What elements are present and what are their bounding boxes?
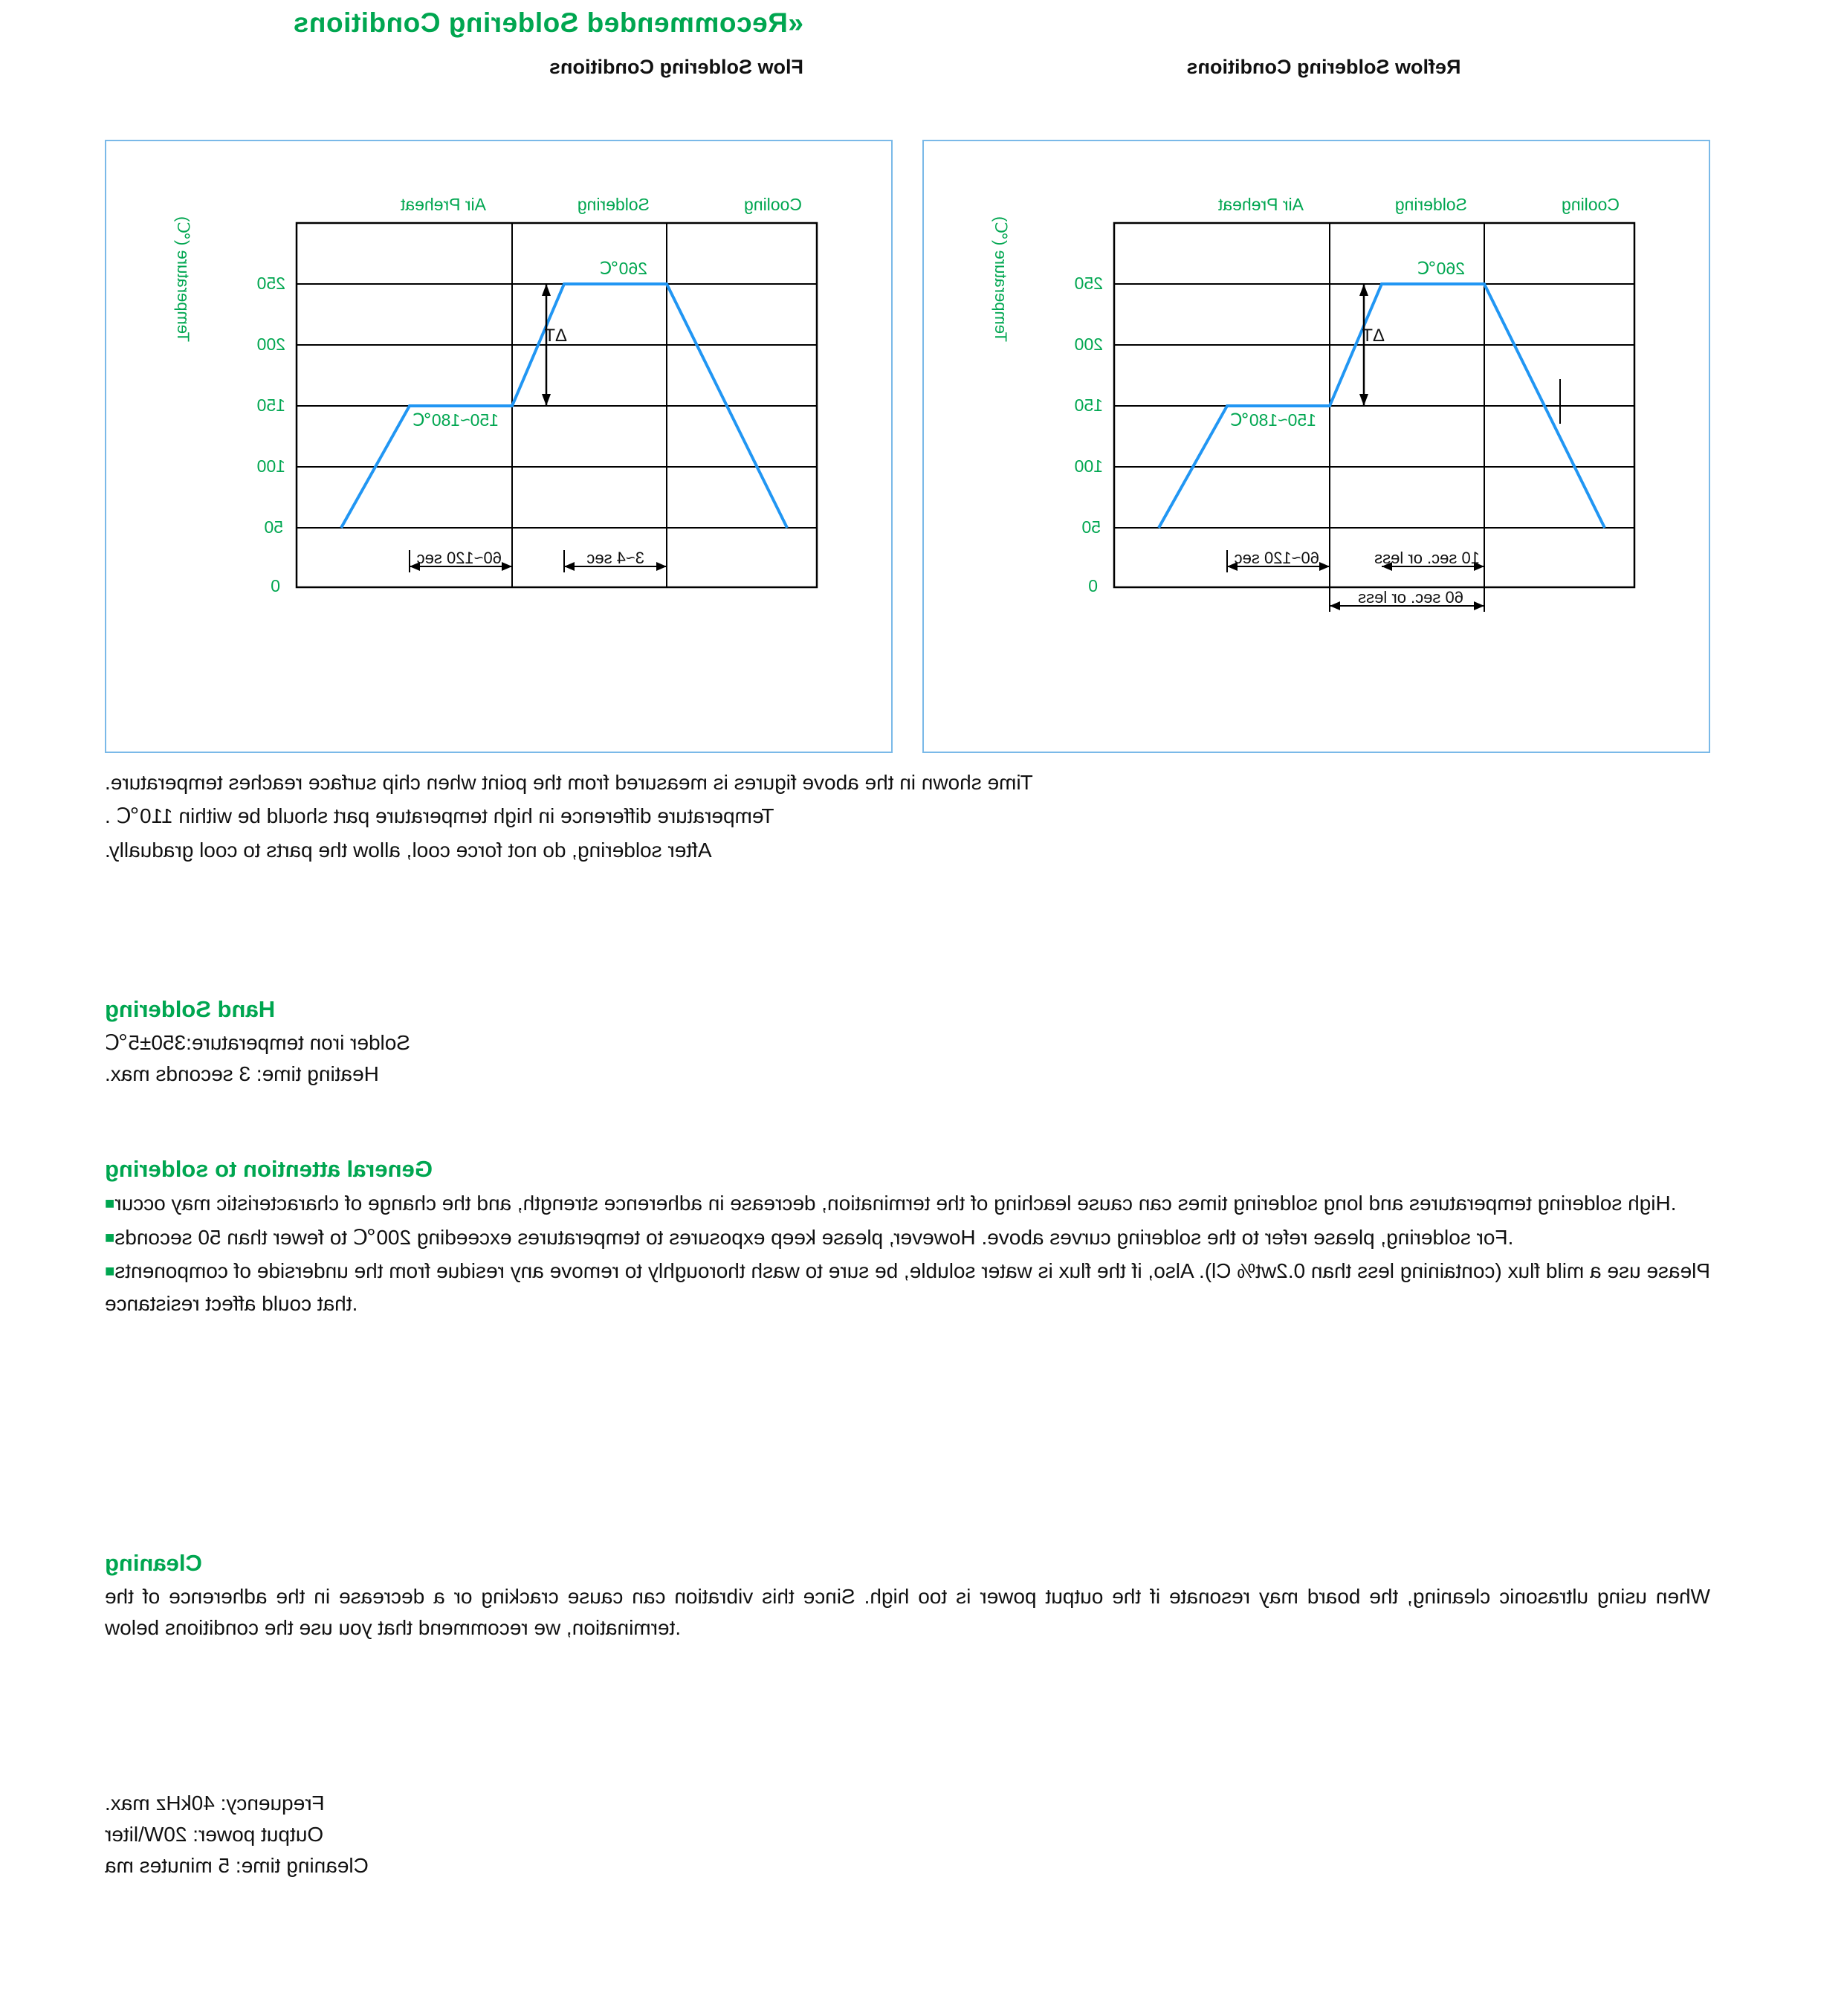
flow-zone-cooling: Cooling bbox=[744, 195, 802, 214]
reflow-chart-svg bbox=[1070, 201, 1679, 639]
chart-notes bbox=[105, 766, 1710, 867]
reflow-chart-area bbox=[991, 195, 1679, 639]
reflow-preheat-temp-label: 150~180℃ bbox=[1229, 410, 1316, 430]
flow-dim-solder: 3~4 sec bbox=[586, 549, 644, 567]
flow-chart-panel bbox=[105, 140, 893, 753]
general-attention-bullet-2-text: For soldering, please refer to the soldering curves above. However, please keep exposures to temperatures exceeding 200℃ to fewer than 50 seconds. bbox=[114, 1225, 1514, 1249]
flow-delta-t-label: ΔT bbox=[544, 326, 567, 346]
flow-ytick-0: 0 bbox=[271, 576, 280, 595]
cleaning-paragraph: When using ultrasonic cleaning, the board may resonate if the output power is too high. Since this vibration can cause cracking or a decrease in the adherence of the termination, we recommend that you use the conditions below. bbox=[105, 1585, 1710, 1639]
reflow-ytick-150: 150 bbox=[1074, 395, 1103, 415]
reflow-zone-soldering: Soldering bbox=[1394, 195, 1467, 214]
cleaning-heading: Cleaning bbox=[105, 1550, 202, 1576]
chart-note-3: After soldering, do not force cool, allow the parts to cool gradually. bbox=[105, 838, 712, 862]
reflow-zone-cooling: Cooling bbox=[1562, 195, 1620, 214]
general-attention-bullet-1 bbox=[105, 1187, 1710, 1220]
flow-ytick-150: 150 bbox=[256, 395, 285, 415]
cleaning-output-power: Output power: 20W\liter bbox=[105, 1823, 324, 1846]
flow-ytick-100: 100 bbox=[256, 456, 285, 476]
hand-soldering-heading: Hand Soldering bbox=[105, 996, 276, 1022]
reflow-dim-preheat: 60~120 sec bbox=[1234, 549, 1319, 567]
general-attention-bullet-2 bbox=[105, 1221, 1710, 1254]
reflow-title: Reflow Soldering Conditions bbox=[1186, 56, 1461, 78]
chart-note-2: Temperature difference in high temperature part should be within 110℃ . bbox=[105, 804, 774, 828]
flow-chart-area bbox=[174, 195, 861, 639]
hand-soldering-section bbox=[105, 996, 1710, 1090]
flow-dim-preheat: 60~120 sec bbox=[416, 549, 502, 567]
reflow-ytick-200: 200 bbox=[1074, 335, 1103, 354]
flow-subtitle: Flow Soldering Conditions bbox=[549, 56, 803, 78]
flow-peak-temp-label: 260℃ bbox=[599, 259, 647, 278]
page-title: «Recommended Soldering Conditions bbox=[293, 7, 803, 38]
general-attention-bullet-3-text: Please use a mild flux (containing less than 0.2wt% Cl). Also, if the flux is water soluble, be sure to wash thoroughly to remove any residue from the underside of components that could affect resistance. bbox=[105, 1259, 1710, 1316]
general-attention-heading: General attention to soldering bbox=[105, 1156, 433, 1182]
cleaning-frequency: Frequency: 40kHz max. bbox=[105, 1792, 325, 1815]
flow-zone-airpreheat: Air Preheat bbox=[400, 195, 486, 214]
cleaning-time: Cleaning time: 5 minutes ma bbox=[105, 1854, 369, 1877]
flow-ytick-200: 200 bbox=[256, 335, 285, 354]
general-attention-bullet-1-text: High soldering temperatures and long soldering times can cause leaching of the termination, decrease in adherence strength, and the change of characteristic may occur. bbox=[114, 1192, 1677, 1215]
flow-zone-soldering: Soldering bbox=[577, 195, 650, 214]
reflow-zone-airpreheat: Air Preheat bbox=[1217, 195, 1304, 214]
reflow-ytick-50: 50 bbox=[1081, 517, 1101, 537]
reflow-chart-panel bbox=[922, 140, 1710, 753]
general-attention-bullet-3 bbox=[105, 1255, 1710, 1319]
reflow-dim-total: 60 sec. or less bbox=[1358, 588, 1463, 607]
flow-y-axis-caption: Temperature (℃) bbox=[174, 216, 193, 342]
flow-chart-svg bbox=[252, 201, 861, 639]
cleaning-section bbox=[105, 1550, 1710, 1644]
flow-preheat-temp-label: 150~180℃ bbox=[412, 410, 499, 430]
reflow-dim-solder: 10 sec. or less bbox=[1374, 549, 1480, 567]
reflow-ytick-0: 0 bbox=[1088, 576, 1098, 595]
bullet-icon: ■ bbox=[105, 1194, 115, 1212]
hand-soldering-line-1: Solder iron temperature:350±5℃ bbox=[105, 1031, 411, 1054]
reflow-peak-temp-label: 260℃ bbox=[1417, 259, 1465, 278]
flow-ytick-50: 50 bbox=[264, 517, 283, 537]
hand-soldering-line-2: Heating time: 3 seconds max. bbox=[105, 1062, 379, 1085]
bullet-icon: ■ bbox=[105, 1227, 115, 1247]
flow-ytick-250: 250 bbox=[256, 274, 285, 293]
reflow-y-axis-caption: Temperature (℃) bbox=[991, 216, 1010, 342]
general-attention-section bbox=[105, 1156, 1710, 1322]
cleaning-conditions bbox=[105, 1788, 1710, 1881]
reflow-delta-t-label: ΔT bbox=[1362, 326, 1385, 346]
bullet-icon: ■ bbox=[105, 1261, 115, 1281]
reflow-ytick-100: 100 bbox=[1074, 456, 1103, 476]
reflow-ytick-250: 250 bbox=[1074, 274, 1103, 293]
chart-note-1: Time shown in the above figures is measured from the point when chip surface reaches temperature. bbox=[105, 771, 1033, 794]
